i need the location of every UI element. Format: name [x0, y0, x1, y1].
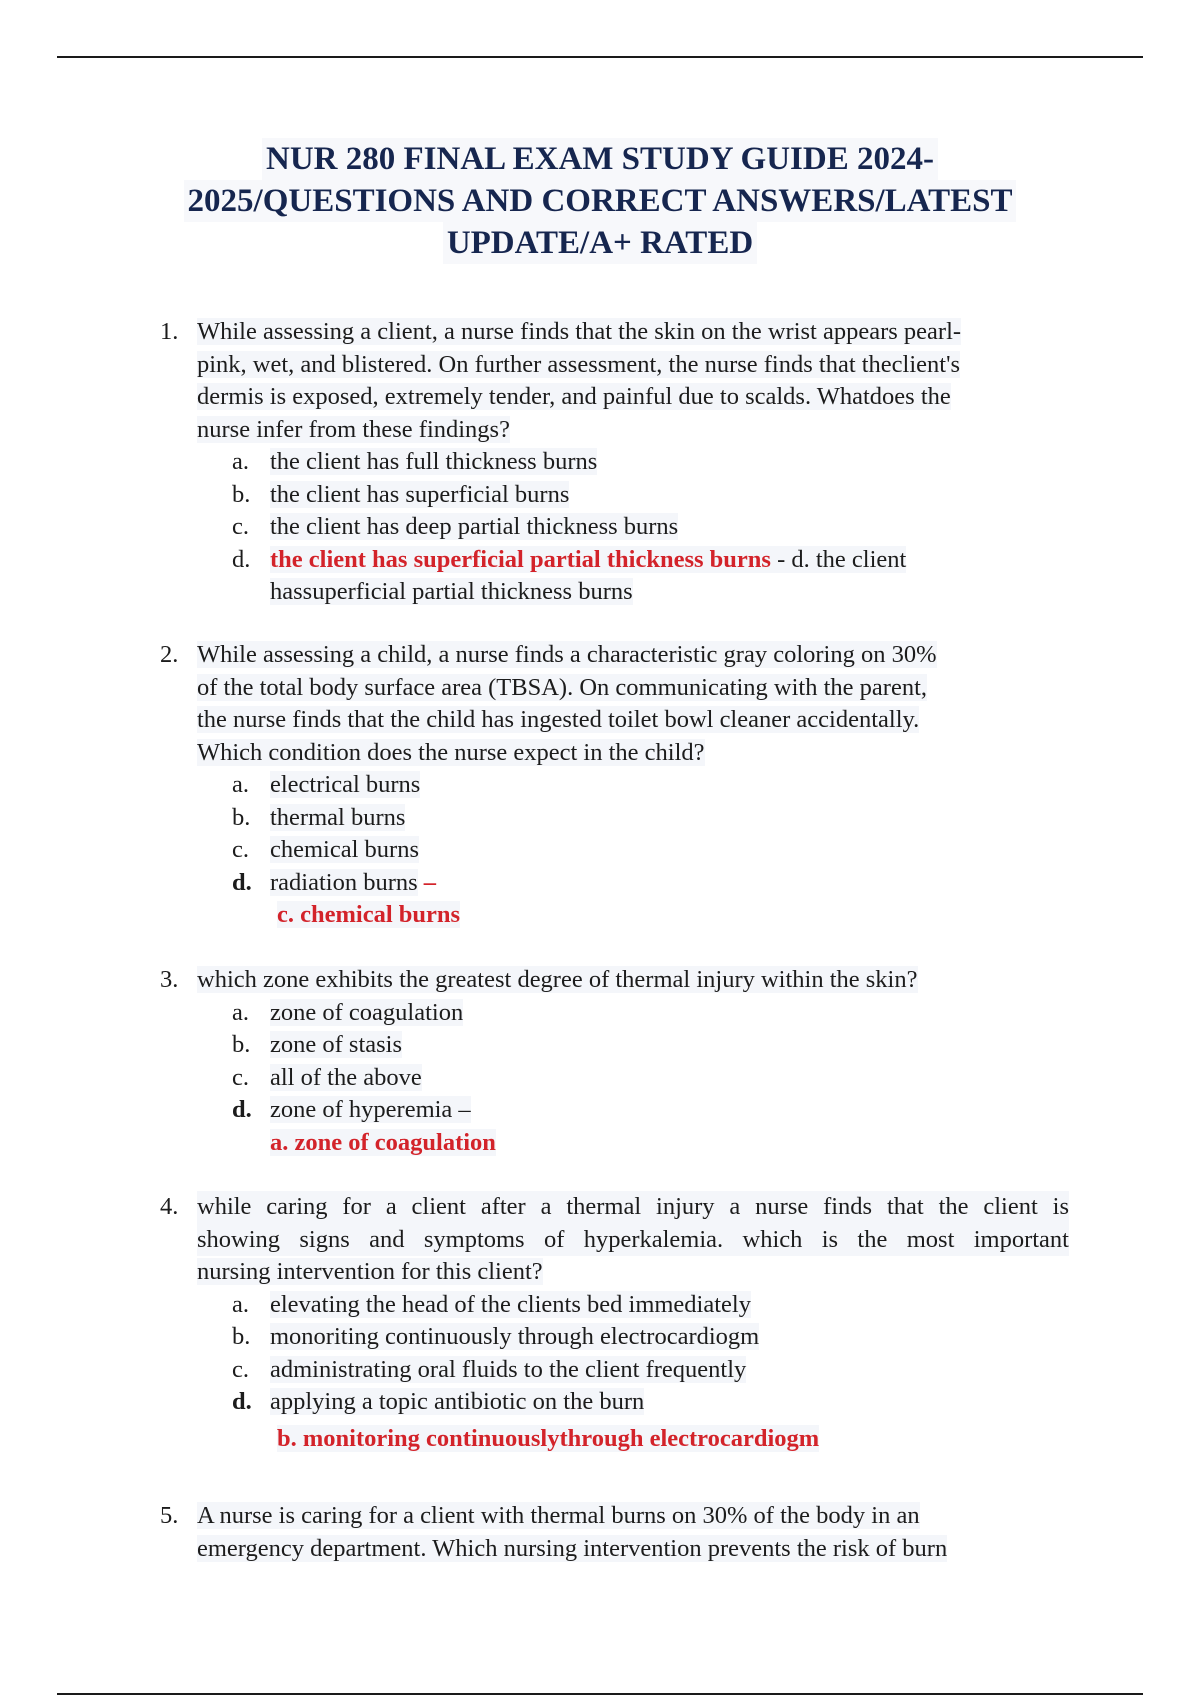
question-text: pink, wet, and blistered. On further assessment, the nurse finds that theclient's — [197, 350, 961, 378]
question-text: nurse infer from these findings? — [197, 415, 510, 443]
option-letter: c. — [232, 1063, 249, 1091]
title-line: NUR 280 FINAL EXAM STUDY GUIDE 2024- — [262, 138, 938, 180]
option-letter: d. — [232, 545, 251, 573]
option-text: all of the above — [270, 1063, 422, 1091]
option-letter: b. — [232, 480, 251, 508]
option-letter: d. — [232, 868, 252, 896]
option-text: electrical burns — [270, 771, 421, 798]
option-letter: b. — [232, 1031, 251, 1058]
option-text: zone of hyperemia – — [270, 1096, 471, 1123]
option-letter: d. — [232, 1096, 252, 1123]
question-3 — [0, 964, 1200, 1161]
question-2 — [0, 639, 1200, 933]
question-text: while caring for a client after a thermal injury a nurse finds that the client is — [197, 1191, 1069, 1224]
question-text: of the total body surface area (TBSA). On communicating with the parent, — [197, 673, 928, 701]
question-number: 2. — [160, 641, 179, 668]
answer-dash: – — [417, 868, 437, 896]
option-letter: c. — [232, 1355, 249, 1383]
option-letter: a. — [232, 998, 249, 1026]
question-text: dermis is exposed, extremely tender, and painful due to scalds. Whatdoes the — [197, 383, 951, 410]
question-text: A nurse is caring for a client with thermal burns on 30% of the body in an — [197, 1502, 920, 1529]
question-1 — [0, 316, 1200, 609]
question-5 — [0, 1500, 1200, 1565]
question-text: which zone exhibits the greatest degree of thermal injury within the skin? — [197, 966, 918, 993]
question-text: showing signs and symptoms of hyperkalemia. which is the most important — [197, 1224, 1069, 1257]
option-text: zone of coagulation — [270, 998, 464, 1026]
question-text: emergency department. Which nursing intervention prevents the risk of burn — [197, 1534, 948, 1562]
correct-answer: the client has superficial partial thickness burns — [270, 545, 771, 573]
option-text: elevating the head of the clients bed immediately — [270, 1290, 751, 1318]
title-line: UPDATE/A+ RATED — [443, 222, 757, 264]
question-number: 5. — [160, 1502, 179, 1529]
option-letter: b. — [232, 803, 251, 831]
question-text: nursing intervention for this client? — [197, 1258, 543, 1285]
option-text: zone of stasis — [270, 1031, 402, 1058]
option-text: - d. the client — [770, 545, 907, 573]
document-title — [100, 138, 1100, 264]
question-number: 1. — [160, 318, 179, 345]
question-4 — [0, 1191, 1200, 1459]
option-text: the client has deep partial thickness burns — [270, 513, 679, 540]
option-letter: a. — [232, 448, 249, 475]
option-letter: c. — [232, 513, 249, 540]
option-letter: b. — [232, 1323, 251, 1350]
question-number: 4. — [160, 1193, 179, 1220]
option-text: radiation burns — [270, 868, 418, 896]
top-rule — [57, 56, 1143, 58]
question-text: Which condition does the nurse expect in the child? — [197, 738, 705, 766]
correct-answer: b. monitoring continuouslythrough electrocardiogm — [277, 1424, 820, 1452]
option-letter: a. — [232, 771, 249, 798]
option-text: administrating oral fluids to the client frequently — [270, 1355, 747, 1383]
option-text: chemical burns — [270, 836, 419, 863]
option-letter: d. — [232, 1388, 252, 1415]
question-text: the nurse finds that the child has ingested toilet bowl cleaner accidentally. — [197, 706, 920, 733]
option-text: monoriting continuously through electrocardiogm — [270, 1323, 760, 1350]
title-line: 2025/QUESTIONS AND CORRECT ANSWERS/LATEST — [184, 180, 1017, 222]
option-letter: a. — [232, 1290, 249, 1318]
option-letter: c. — [232, 836, 249, 863]
correct-answer: a. zone of coagulation — [270, 1128, 496, 1156]
option-text: the client has full thickness burns — [270, 448, 598, 475]
question-text: While assessing a client, a nurse finds that the skin on the wrist appears pearl- — [197, 318, 962, 345]
bottom-rule — [57, 1693, 1143, 1695]
option-text: applying a topic antibiotic on the burn — [270, 1388, 645, 1415]
question-text: While assessing a child, a nurse finds a characteristic gray coloring on 30% — [197, 641, 937, 668]
question-number: 3. — [160, 966, 179, 993]
option-text: the client has superficial burns — [270, 480, 570, 508]
correct-answer: c. chemical burns — [277, 901, 461, 928]
option-text: hassuperficial partial thickness burns — [270, 578, 633, 605]
option-text: thermal burns — [270, 803, 406, 831]
